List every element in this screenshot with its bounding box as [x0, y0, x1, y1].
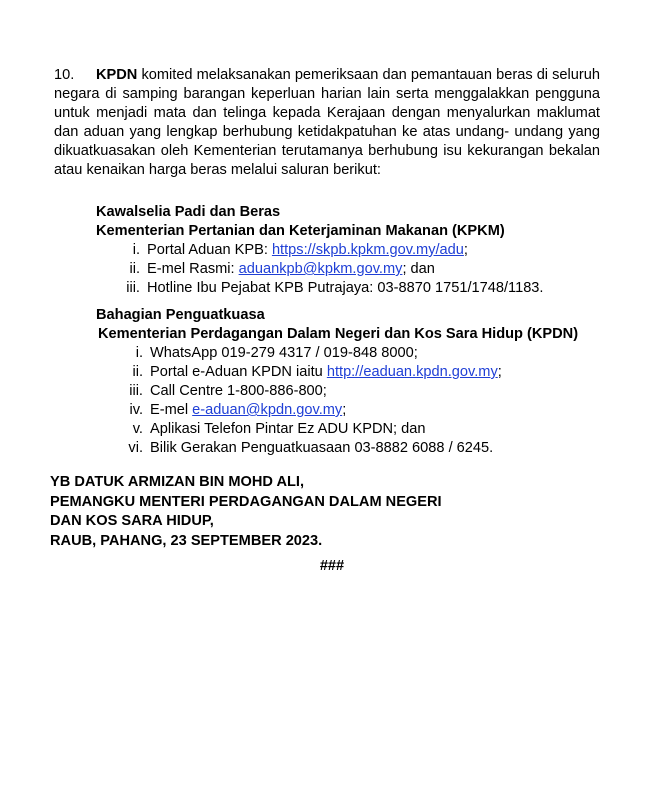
list-item [96, 382, 578, 401]
paragraph-lead: KPDN [96, 67, 138, 83]
kpdn-channel-list [96, 344, 578, 458]
signature-line-4: RAUB, PAHANG, 23 SEPTEMBER 2023. [50, 532, 323, 549]
eaduan-email-link[interactable]: e-aduan@kpdn.gov.my [192, 402, 343, 418]
list-text: Bilik Gerakan Penguatkuasaan 03-8882 6088 / 6245. [150, 440, 494, 456]
signature-line-1: YB DATUK ARMIZAN BIN MOHD ALI, [50, 474, 305, 490]
email-kpb-link[interactable]: aduankpb@kpkm.gov.my [238, 261, 403, 277]
list-item [96, 260, 543, 279]
kpkm-heading-2: Kementerian Pertanian dan Keterjaminan Makanan (KPKM) [96, 223, 505, 239]
list-item [96, 344, 578, 363]
list-numeral: i. [135, 345, 143, 361]
list-suffix: ; [342, 402, 347, 418]
kpdn-section [96, 306, 578, 458]
list-item [96, 401, 578, 420]
list-text: Portal e-Aduan KPDN iaitu [150, 364, 327, 380]
list-text: WhatsApp 019-279 4317 / 019-848 8000; [150, 345, 418, 361]
list-item [96, 241, 543, 260]
list-item [96, 279, 543, 298]
kpkm-section [96, 203, 543, 298]
signature-line-3: DAN KOS SARA HIDUP, [50, 513, 214, 529]
list-numeral: vi. [128, 440, 143, 456]
list-numeral: i. [132, 242, 140, 258]
paragraph-10 [54, 66, 600, 180]
list-numeral: ii. [132, 364, 143, 380]
list-item [96, 363, 578, 382]
list-numeral: ii. [129, 261, 140, 277]
kpdn-heading-1: Bahagian Penguatkuasa [96, 307, 265, 323]
list-numeral: iv. [129, 402, 143, 418]
list-item [96, 420, 578, 439]
list-numeral: iii. [126, 280, 140, 296]
list-suffix: ; dan [402, 261, 435, 277]
list-item [96, 439, 578, 458]
list-text: Call Centre 1-800-886-800; [150, 383, 327, 399]
list-text: Portal Aduan KPB: [147, 242, 272, 258]
list-numeral: iii. [129, 383, 143, 399]
paragraph-number: 10. [54, 67, 75, 83]
kpdn-heading-2: Kementerian Perdagangan Dalam Negeri dan Kos Sara Hidup (KPDN) [98, 326, 579, 342]
list-numeral: v. [132, 421, 143, 437]
list-text: Hotline Ibu Pejabat KPB Putrajaya: 03-8870 1751/1748/1183. [147, 280, 544, 296]
kpkm-heading-1: Kawalselia Padi dan Beras [96, 204, 281, 220]
portal-aduan-kpb-link[interactable]: https://skpb.kpkm.gov.my/adu [271, 242, 464, 258]
paragraph-body: komited melaksanakan pemeriksaan dan pemantauan beras di seluruh negara di samping barangan keperluan harian lain serta menggalakkan pengguna untuk menjadi mata dan telinga kepada Kerajaan dengan menyalurkan maklumat dan aduan yang lengkap berhubung ketidakpatuhan ke atas undang- undang yang dikuatkuasakan oleh Kementerian terutamanya berhubung isu kekurangan bekalan atau kenaikan harga beras melalui saluran berikut: [54, 67, 601, 178]
list-text: Aplikasi Telefon Pintar Ez ADU KPDN; dan [150, 421, 426, 437]
eaduan-portal-link[interactable]: http://eaduan.kpdn.gov.my [326, 364, 498, 380]
end-mark: ### [319, 558, 345, 574]
kpkm-channel-list [96, 241, 543, 298]
list-text: E-mel [150, 402, 193, 418]
list-text: E-mel Rasmi: [147, 261, 239, 277]
signature-block [50, 473, 442, 551]
signature-line-2: PEMANGKU MENTERI PERDAGANGAN DALAM NEGERI [50, 493, 442, 510]
list-suffix: ; [463, 242, 468, 258]
list-suffix: ; [497, 364, 502, 380]
